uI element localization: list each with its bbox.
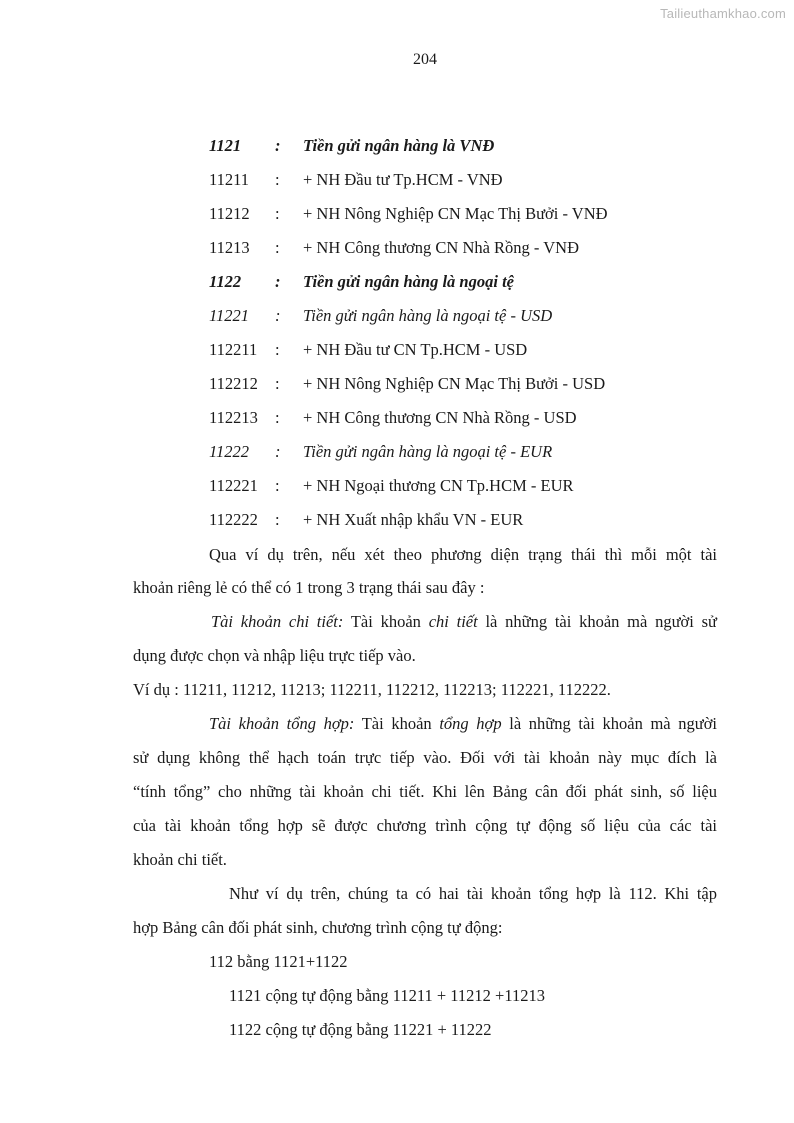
account-code: 112222	[209, 510, 258, 529]
example2-line-1: Như ví dụ trên, chúng ta có hai tài khoản tổng hợp là 112. Khi tập	[229, 884, 717, 903]
detail-text-a: Tài khoản	[343, 612, 429, 631]
detail-example: Ví dụ : 11211, 11212, 11213; 112211, 112212, 112213; 112221, 112222.	[133, 680, 611, 699]
account-code: 112221	[209, 476, 258, 495]
account-colon: :	[275, 272, 281, 291]
account-code: 11211	[209, 170, 250, 189]
detail-definition-line-1	[211, 612, 717, 632]
summary-line-3: “tính tổng” cho những tài khoản chi tiết. Khi lên Bảng cân đối phát sinh, số liệu	[133, 782, 717, 801]
formula-1122: 1122 cộng tự động bằng 11221 + 11222	[229, 1020, 492, 1039]
account-description: + NH Công thương CN Nhà Rồng - USD	[303, 408, 577, 427]
account-colon: :	[275, 374, 280, 393]
example2-line-2: hợp Bảng cân đối phát sinh, chương trình cộng tự động:	[133, 918, 503, 937]
account-colon: :	[275, 340, 280, 359]
account-code: 112211	[209, 340, 258, 359]
account-code: 1121	[209, 136, 242, 155]
account-colon: :	[275, 476, 280, 495]
summary-text-b: là những tài khoản mà người	[501, 714, 718, 733]
account-code: 112213	[209, 408, 258, 427]
summary-text-a: Tài khoản	[354, 714, 440, 733]
summary-line-2: sử dụng không thể hạch toán trực tiếp vào. Đối với tài khoản này mục đích là	[133, 748, 717, 767]
summary-emphasis: tổng hợp	[439, 714, 502, 733]
detail-term: Tài khoản chi tiết:	[211, 612, 344, 631]
account-description: Tiền gửi ngân hàng là VNĐ	[303, 136, 495, 155]
account-description: Tiền gửi ngân hàng là ngoại tệ - EUR	[303, 442, 553, 461]
account-description: Tiền gửi ngân hàng là ngoại tệ - USD	[303, 306, 553, 325]
account-colon: :	[275, 136, 281, 155]
summary-definition-line-1	[209, 714, 717, 734]
account-colon: :	[275, 238, 280, 257]
account-description: + NH Công thương CN Nhà Rồng - VNĐ	[303, 238, 580, 257]
intro-line-2: khoản riêng lẻ có thể có 1 trong 3 trạng thái sau đây :	[133, 578, 485, 597]
intro-line-1: Qua ví dụ trên, nếu xét theo phương diện trạng thái thì mỗi một tài	[209, 545, 717, 564]
account-description: Tiền gửi ngân hàng là ngoại tệ	[303, 272, 514, 291]
account-description: + NH Ngoại thương CN Tp.HCM - EUR	[303, 476, 574, 495]
summary-term: Tài khoản tổng hợp:	[209, 714, 355, 733]
account-colon: :	[275, 204, 280, 223]
account-colon: :	[275, 306, 281, 325]
summary-line-5: khoản chi tiết.	[133, 850, 227, 869]
account-code: 1122	[209, 272, 242, 291]
page-number: 204	[413, 51, 437, 68]
watermark: Tailieuthamkhao.com	[660, 6, 786, 21]
account-description: + NH Đầu tư CN Tp.HCM - USD	[303, 340, 528, 359]
formula-1121: 1121 cộng tự động bằng 11211 + 11212 +11213	[229, 986, 545, 1005]
detail-emphasis: chi tiết	[428, 612, 478, 631]
summary-line-4: của tài khoản tổng hợp sẽ được chương trình cộng tự động số liệu của các tài	[133, 816, 717, 835]
account-description: + NH Nông Nghiệp CN Mạc Thị Bưởi - USD	[303, 374, 606, 393]
account-colon: :	[275, 510, 280, 529]
account-code: 11212	[209, 204, 250, 223]
account-description: + NH Đầu tư Tp.HCM - VNĐ	[303, 170, 503, 189]
formula-112: 112 bằng 1121+1122	[209, 952, 348, 971]
account-colon: :	[275, 442, 281, 461]
account-code: 112212	[209, 374, 258, 393]
detail-text-b: là những tài khoản mà người sử	[477, 612, 717, 631]
account-description: + NH Xuất nhập khẩu VN - EUR	[303, 510, 524, 529]
account-colon: :	[275, 170, 280, 189]
account-code: 11213	[209, 238, 250, 257]
account-description: + NH Nông Nghiệp CN Mạc Thị Bưởi - VNĐ	[303, 204, 608, 223]
detail-definition-line-2: dụng được chọn và nhập liệu trực tiếp vào.	[133, 646, 416, 665]
account-code: 11221	[209, 306, 250, 325]
account-code: 11222	[209, 442, 250, 461]
account-colon: :	[275, 408, 280, 427]
